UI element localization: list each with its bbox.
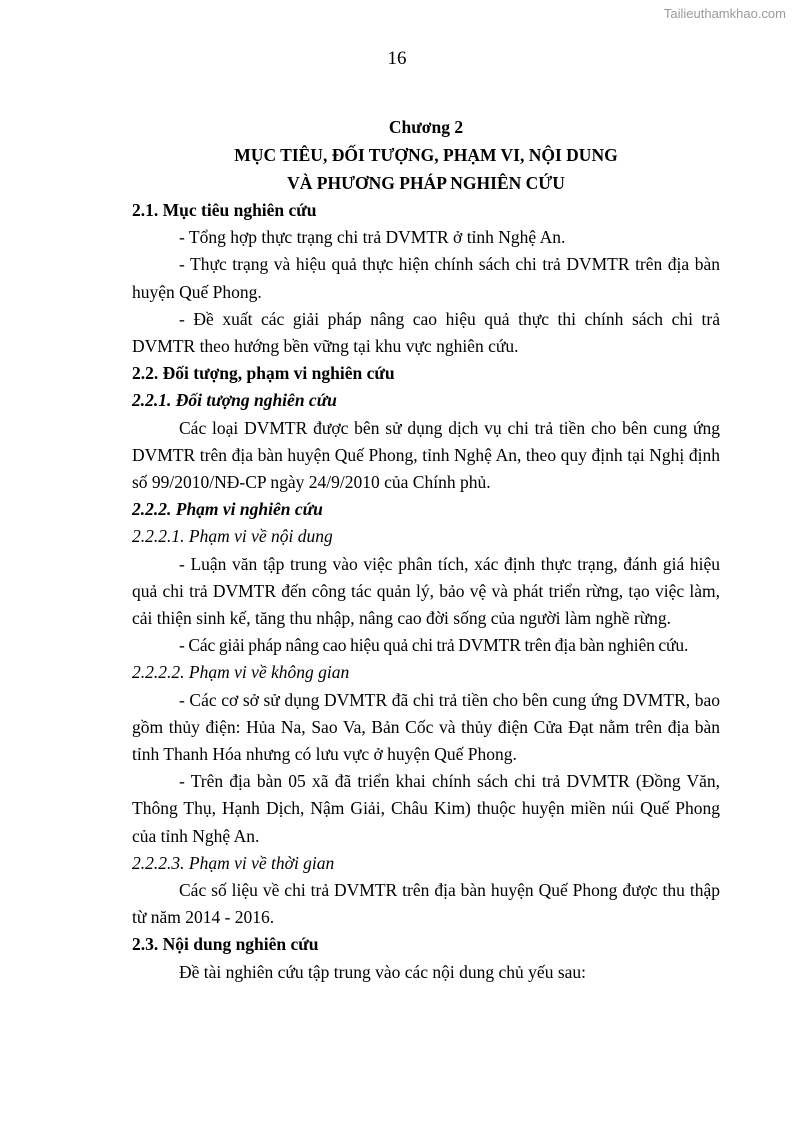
section-2-2-2-2-heading: 2.2.2.2. Phạm vi về không gian — [132, 662, 350, 683]
research-content-intro: Đề tài nghiên cứu tập trung vào các nội dung chủ yếu sau: — [179, 961, 587, 982]
section-2-3-heading: 2.3. Nội dung nghiên cứu — [132, 934, 319, 955]
chapter-title-line-1: MỤC TIÊU, ĐỐI TƯỢNG, PHẠM VI, NỘI DUNG — [234, 145, 618, 165]
research-object-paragraph: Các loại DVMTR được bên sử dụng dịch vụ chi trả tiền cho bên cung ứng DVMTR trên địa bàn huyện Quế Phong, tỉnh Nghệ An, theo quy định tại Nghị định số 99/2010/NĐ-CP ngày 24/9/2010 của Chính phủ. — [132, 417, 720, 493]
section-2-2-1-heading: 2.2.1. Đối tượng nghiên cứu — [132, 390, 337, 411]
objective-item-2: - Thực trạng và hiệu quả thực hiện chính sách chi trả DVMTR trên địa bàn huyện Quế Phong. — [132, 254, 720, 302]
chapter-label: Chương 2 — [388, 117, 464, 137]
chapter-title-line-2: VÀ PHƯƠNG PHÁP NGHIÊN CỨU — [287, 173, 565, 193]
space-scope-item-2: - Trên địa bàn 05 xã đã triển khai chính sách chi trả DVMTR (Đồng Văn, Thông Thụ, Hạnh Dịch, Nậm Giải, Châu Kim) thuộc huyện miền núi Quế Phong của tỉnh Nghệ An. — [132, 771, 720, 846]
objective-item-3: - Đề xuất các giải pháp nâng cao hiệu quả thực thi chính sách chi trả DVMTR theo hướng bền vững tại khu vực nghiên cứu. — [132, 308, 720, 357]
section-2-2-2-3-heading: 2.2.2.3. Phạm vi về thời gian — [132, 852, 335, 873]
page-number: 16 — [387, 48, 407, 69]
section-2-2-2-heading: 2.2.2. Phạm vi nghiên cứu — [132, 499, 323, 520]
section-2-1-heading: 2.1. Mục tiêu nghiên cứu — [132, 200, 317, 220]
time-scope-paragraph: Các số liệu về chi trả DVMTR trên địa bàn huyện Quế Phong được thu thập từ năm 2014 - 2016. — [132, 880, 720, 928]
document-body — [132, 113, 720, 986]
content-scope-item-1: - Luận văn tập trung vào việc phân tích, xác định thực trạng, đánh giá hiệu quả chi trả DVMTR đến công tác quản lý, bảo vệ và phát triển rừng, tạo việc làm, cải thiện sinh kế, tăng thu nhập, nâng cao đời sống của người làm nghề rừng. — [132, 553, 720, 629]
watermark: Tailieuthamkhao.com — [663, 6, 786, 21]
section-2-2-2-1-heading: 2.2.2.1. Phạm vi về nội dung — [132, 526, 333, 547]
section-2-2-heading: 2.2. Đối tượng, phạm vi nghiên cứu — [132, 363, 395, 384]
space-scope-item-1: - Các cơ sở sử dụng DVMTR đã chi trả tiền cho bên cung ứng DVMTR, bao gồm thủy điện: Hủa Na, Sao Va, Bản Cốc và thủy điện Cửa Đạt nằm trên địa bàn tỉnh Thanh Hóa nhưng có lưu vực ở huyện Quế Phong. — [132, 689, 720, 765]
content-scope-item-2: - Các giải pháp nâng cao hiệu quả chi trả DVMTR trên địa bàn nghiên cứu. — [179, 635, 689, 656]
objective-item-1: - Tổng hợp thực trạng chi trả DVMTR ở tỉnh Nghệ An. — [179, 227, 566, 248]
